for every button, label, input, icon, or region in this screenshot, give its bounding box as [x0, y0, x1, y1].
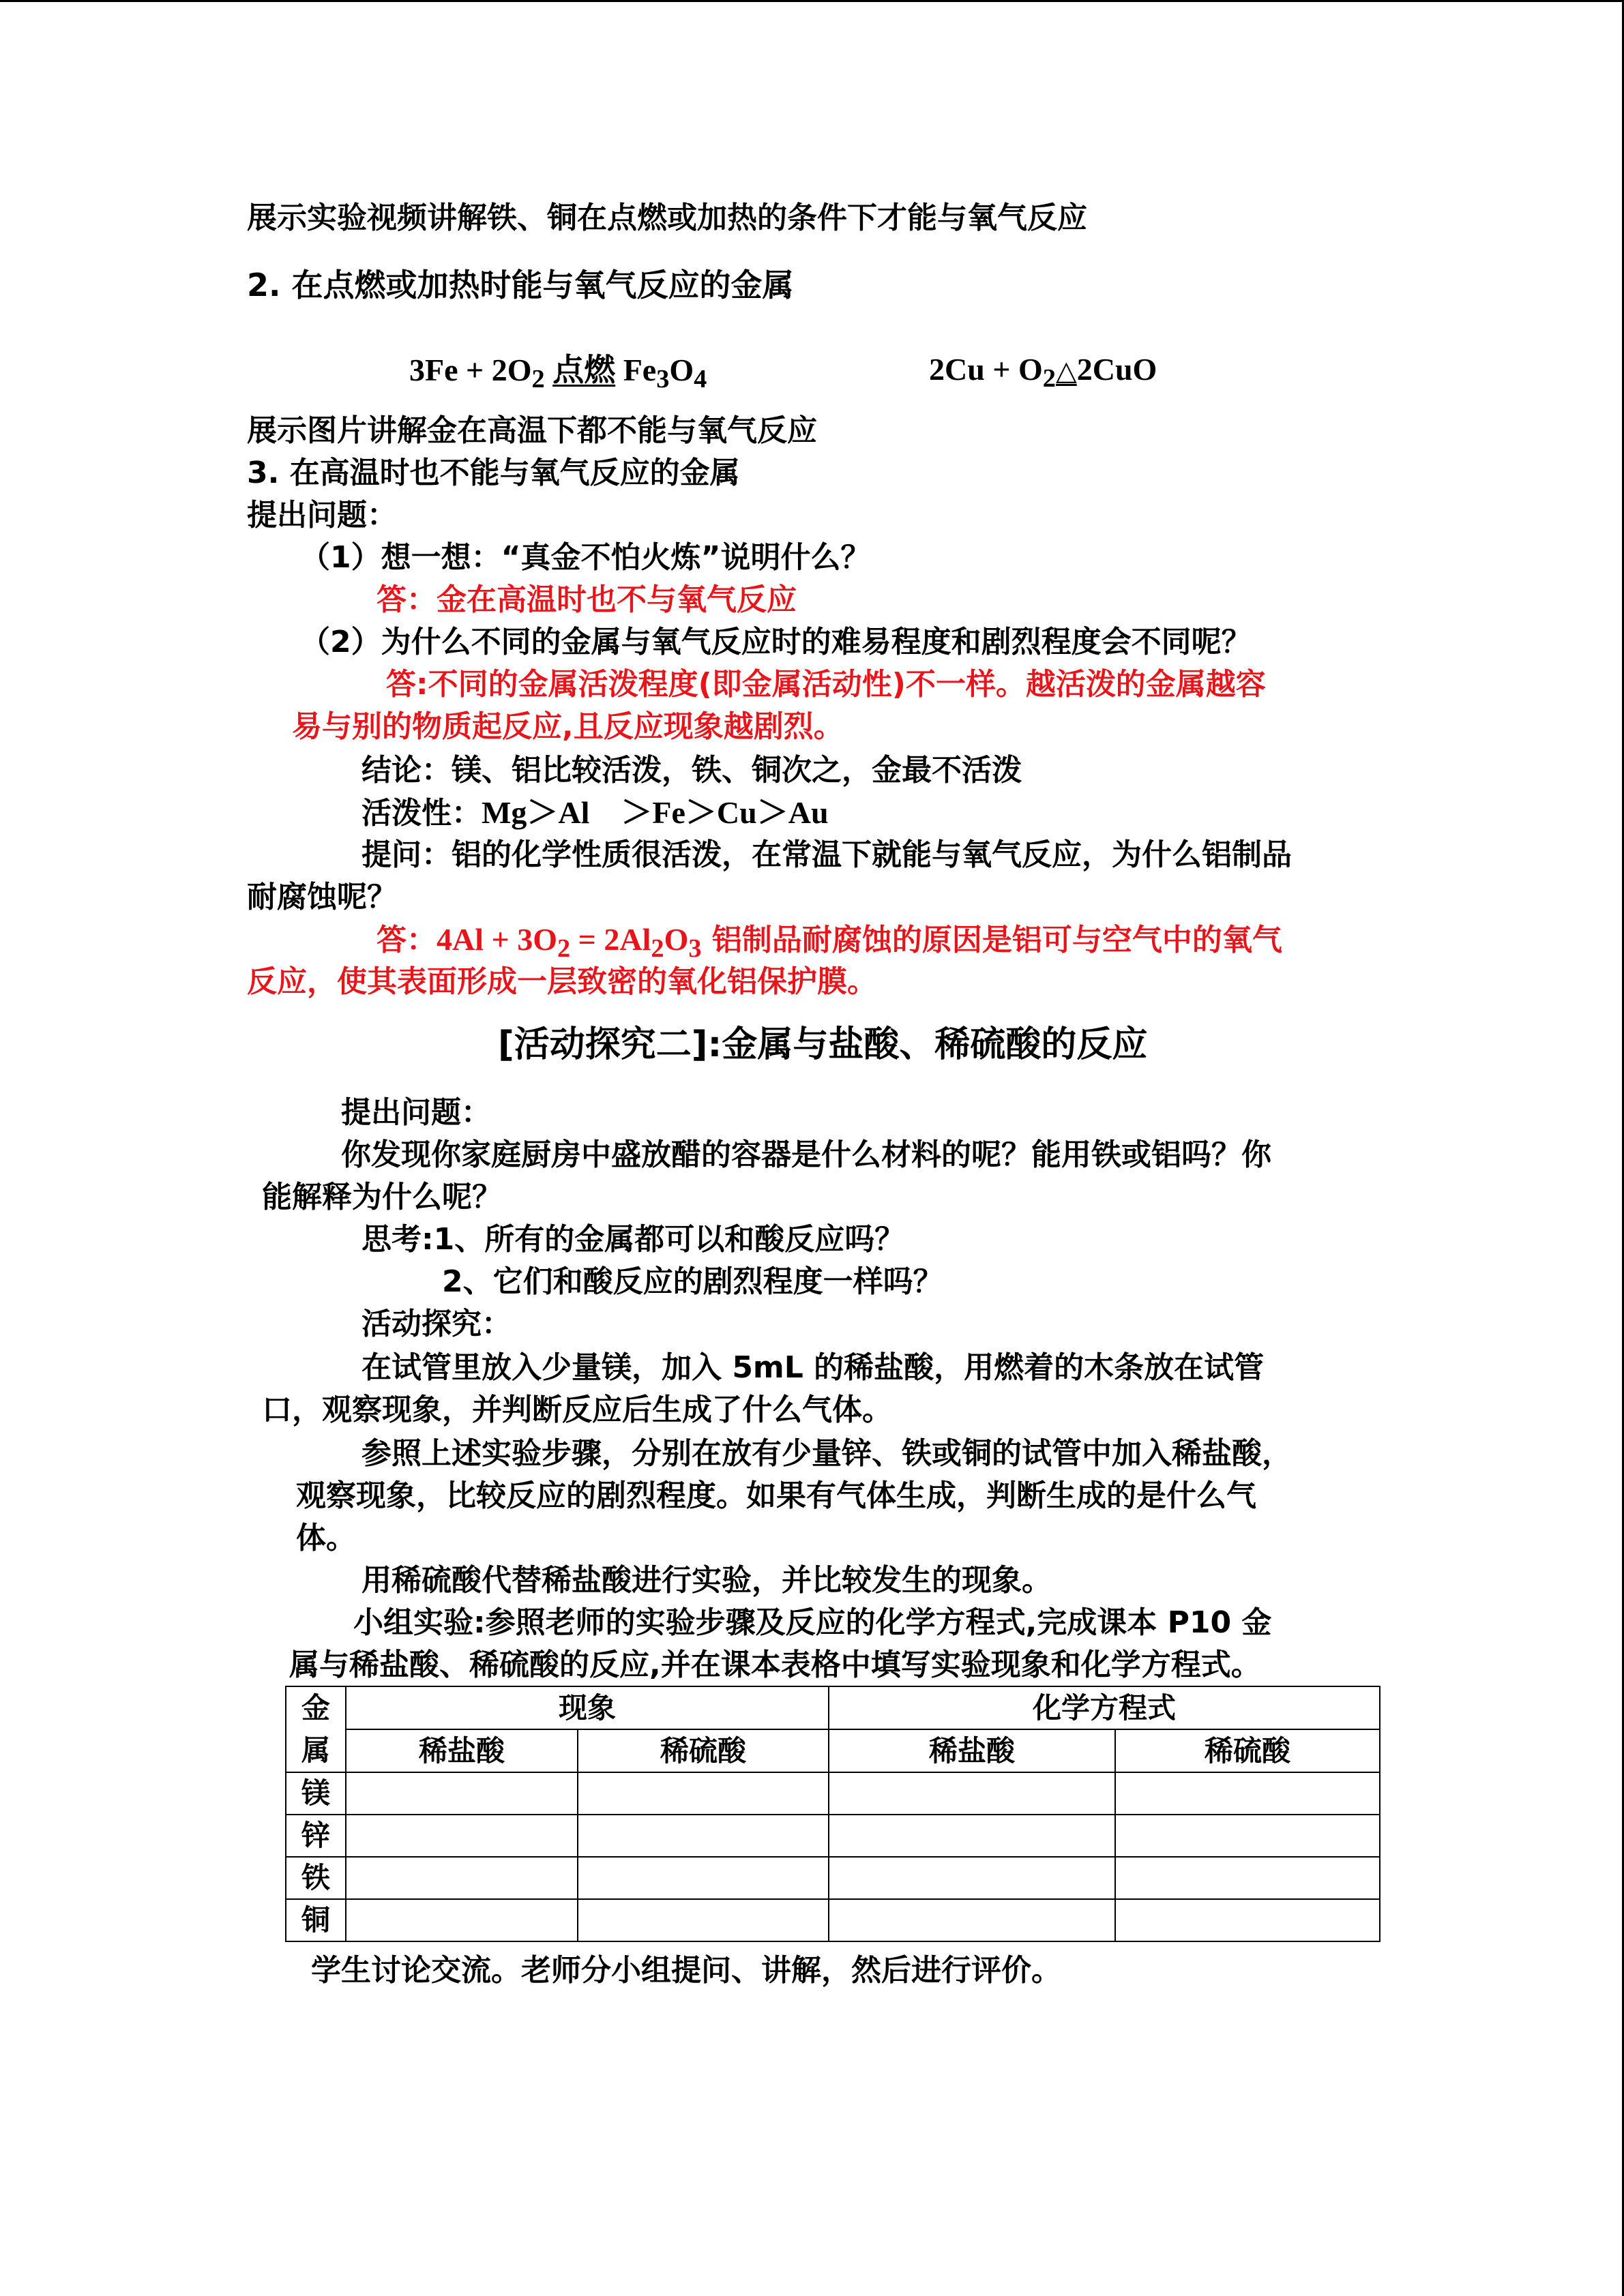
table-cell — [829, 1857, 1115, 1899]
ask-question-2: 提出问题： — [341, 1095, 491, 1130]
header-phenomenon-h2so4: 稀硫酸 — [578, 1729, 829, 1772]
eq-cu-product: 2CuO — [1076, 352, 1157, 387]
header-equation: 化学方程式 — [829, 1686, 1380, 1729]
experiment-3: 用稀硫酸代替稀盐酸进行实验，并比较发生的现象。 — [361, 1563, 1052, 1598]
table-header-row-2 — [286, 1729, 1380, 1772]
group-experiment-line-1: 小组实验:参照老师的实验步骤及反应的化学方程式,完成课本 P10 金 — [353, 1605, 1272, 1640]
eq-al-b-sub: 2 — [651, 934, 664, 964]
eq-al-eq: = 2Al — [570, 922, 651, 957]
eq-fe-lhs: 3Fe + 2O — [409, 353, 532, 387]
eq-al-c: O — [664, 922, 689, 957]
activity-series: Mg＞Al ＞Fe＞Cu＞Au — [482, 795, 829, 830]
think-2: 2、它们和酸反应的剧烈程度一样吗？ — [442, 1264, 943, 1299]
experiment-2-line-3: 体。 — [296, 1521, 356, 1555]
table-row-fe — [286, 1857, 1380, 1899]
metal-cell: 铁 — [286, 1857, 346, 1899]
table-cell — [346, 1857, 578, 1899]
text-picture-au: 展示图片讲解金在高温下都不能与氧气反应 — [247, 413, 817, 448]
answer-2-line-1: 答:不同的金属活泼程度(即金属活动性)不一样。越活泼的金属越容 — [386, 667, 1266, 702]
table-cell — [346, 1772, 578, 1815]
text-video-fe-cu: 展示实验视频讲解铁、铜在点燃或加热的条件下才能与氧气反应 — [247, 200, 1087, 235]
experiment-result-table — [285, 1686, 1381, 1942]
eq-fe-product-a-sub: 3 — [656, 365, 670, 394]
eq-fe-product-a: Fe — [623, 353, 657, 387]
metal-cell: 锌 — [286, 1815, 346, 1857]
eq-fe-o-sub: 2 — [531, 365, 545, 394]
equation-al — [437, 922, 702, 964]
table-cell — [578, 1857, 829, 1899]
header-phenomenon-hcl: 稀盐酸 — [346, 1729, 578, 1772]
header-metal-char-2: 属 — [301, 1733, 330, 1767]
header-phenomenon: 现象 — [346, 1686, 829, 1729]
heading-2: 2. 在点燃或加热时能与氧气反应的金属 — [247, 267, 794, 303]
vinegar-question-line-2: 能解释为什么呢？ — [262, 1180, 502, 1214]
al-answer-prefix: 答： — [377, 923, 437, 957]
experiment-1-line-2: 口，观察现象，并判断反应后生成了什么气体。 — [262, 1392, 892, 1427]
question-2: （2）为什么不同的金属与氧气反应时的难易程度和剧烈程度会不同呢？ — [300, 625, 1252, 659]
table-cell — [1115, 1857, 1380, 1899]
al-question-line-1: 提问：铝的化学性质很活泼，在常温下就能与氧气反应，为什么铝制品 — [361, 837, 1292, 872]
table-row-zn — [286, 1815, 1380, 1857]
table-cell — [346, 1899, 578, 1941]
header-equation-h2so4: 稀硫酸 — [1115, 1729, 1380, 1772]
group-experiment-line-2: 属与稀盐酸、稀硫酸的反应,并在课本表格中填写实验现象和化学方程式。 — [289, 1648, 1261, 1682]
eq-al-c-sub: 3 — [688, 934, 702, 964]
explore-label: 活动探究： — [361, 1307, 512, 1341]
al-answer-line-1 — [377, 921, 1282, 968]
conclusion: 结论：镁、铝比较活泼，铁、铜次之，金最不活泼 — [361, 753, 1022, 788]
header-metal-char-1: 金 — [301, 1691, 330, 1725]
table-cell — [1115, 1815, 1380, 1857]
metal-cell: 镁 — [286, 1772, 346, 1815]
question-1: （1）想一想：“真金不怕火炼”说明什么？ — [300, 540, 871, 575]
eq-al-a-sub: 2 — [557, 934, 571, 964]
discussion: 学生讨论交流。老师分小组提问、讲解，然后进行评价。 — [311, 1953, 1061, 1988]
heading-3: 3. 在高温时也不能与氧气反应的金属 — [247, 456, 740, 490]
experiment-2-line-1: 参照上述实验步骤，分别在放有少量锌、铁或铜的试管中加入稀盐酸， — [361, 1436, 1292, 1471]
table-cell — [578, 1899, 829, 1941]
table-cell — [346, 1815, 578, 1857]
eq-fe-product-b-sub: 4 — [694, 365, 707, 394]
answer-1: 答：金在高温时也不与氧气反应 — [377, 582, 797, 617]
al-answer-line-2: 反应，使其表面形成一层致密的氧化铝保护膜。 — [247, 964, 877, 999]
section-title: [活动探究二]:金属与盐酸、稀硫酸的反应 — [498, 1024, 1148, 1065]
table-cell — [829, 1772, 1115, 1815]
activity-label: 活泼性： — [361, 796, 482, 831]
metal-cell: 铜 — [286, 1899, 346, 1941]
table-cell — [1115, 1772, 1380, 1815]
eq-cu-lhs: 2Cu + O — [929, 352, 1043, 387]
answer-2-line-2: 易与别的物质起反应,且反应现象越剧烈。 — [292, 709, 844, 744]
page-border-top — [0, 0, 1624, 2]
al-answer-text: 铝制品耐腐蚀的原因是铝可与空气中的氧气 — [701, 923, 1282, 957]
ask-question-1: 提出问题： — [247, 498, 397, 533]
equation-fe — [409, 351, 707, 398]
eq-al-a: 4Al + 3O — [437, 922, 557, 957]
table-header-row-1 — [286, 1686, 1380, 1729]
eq-fe-product-b: O — [669, 353, 694, 387]
think-1: 思考:1、所有的金属都可以和酸反应吗？ — [361, 1222, 905, 1257]
table-cell — [578, 1772, 829, 1815]
experiment-1-line-1: 在试管里放入少量镁，加入 5mL 的稀盐酸，用燃着的木条放在试管 — [361, 1350, 1265, 1385]
eq-fe-condition: 点燃 — [552, 351, 616, 388]
activity-series-line — [361, 794, 829, 833]
eq-cu-condition: △ — [1055, 355, 1077, 387]
equation-cu — [929, 351, 1157, 398]
al-question-line-2: 耐腐蚀呢？ — [247, 880, 397, 914]
table-cell — [829, 1815, 1115, 1857]
header-metal — [286, 1686, 346, 1772]
header-equation-hcl: 稀盐酸 — [829, 1729, 1115, 1772]
eq-cu-o-sub: 2 — [1042, 364, 1056, 393]
table-cell — [578, 1815, 829, 1857]
table-cell — [1115, 1899, 1380, 1941]
table-row-cu — [286, 1899, 1380, 1941]
vinegar-question-line-1: 你发现你家庭厨房中盛放醋的容器是什么材料的呢？能用铁或铝吗？你 — [341, 1137, 1271, 1172]
table-cell — [829, 1899, 1115, 1941]
experiment-2-line-2: 观察现象，比较反应的剧烈程度。如果有气体生成，判断生成的是什么气 — [296, 1478, 1256, 1513]
table-row-mg — [286, 1772, 1380, 1815]
